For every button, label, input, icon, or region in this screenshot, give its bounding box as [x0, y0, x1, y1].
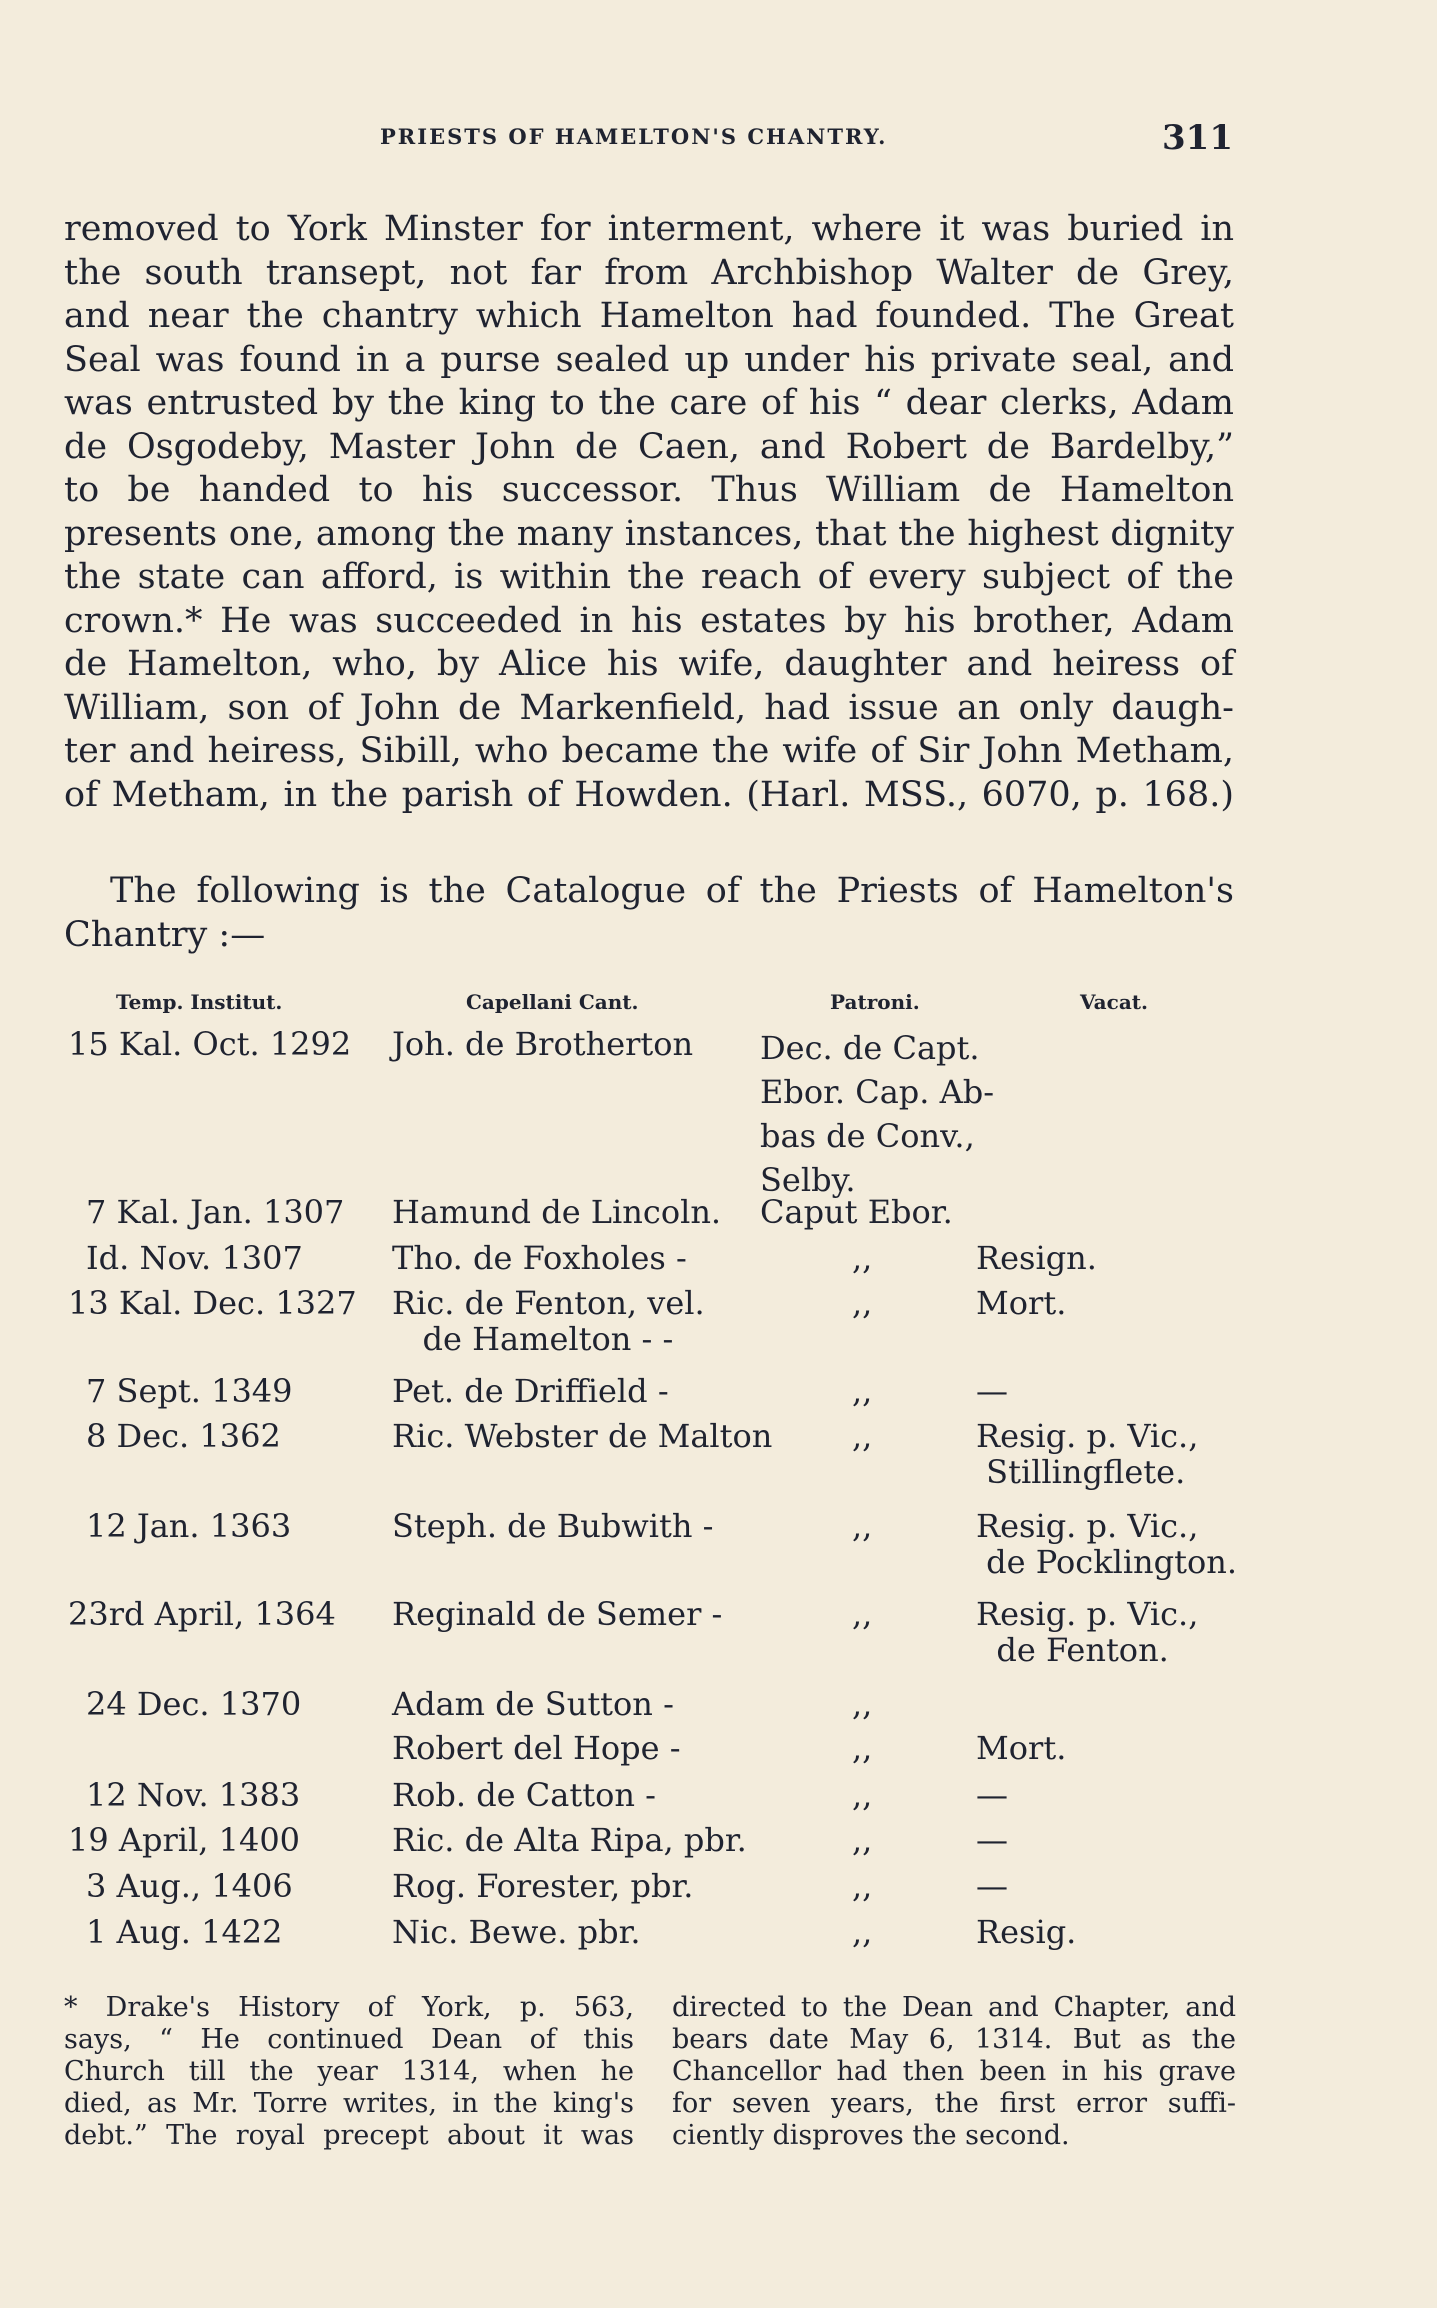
catalogue-date: 12 Nov. 1383: [86, 1776, 301, 1814]
catalogue-date: 24 Dec. 1370: [86, 1685, 302, 1723]
catalogue-patron: Dec. de Capt. Ebor. Cap. Ab- bas de Conv., Selby.: [760, 1029, 995, 1199]
catalogue-patron: ,,: [852, 1776, 873, 1814]
paragraph-catalogue-intro: [64, 870, 1234, 957]
text-line: of Metham, in the parish of Howden. (Harl. MSS., 6070, p. 168.): [64, 774, 1234, 815]
column-header-patron: Patroni.: [830, 990, 920, 1014]
catalogue-priest: Reginald de Semer -: [392, 1595, 723, 1633]
footnote-line: * Drake's History of York, p. 563,: [64, 1992, 634, 2023]
text-line: and near the chantry which Hamelton had founded. The Great: [64, 296, 1234, 336]
catalogue-patron: ,,: [852, 1507, 873, 1545]
catalogue-vacat: —: [976, 1821, 1008, 1859]
catalogue-priest: Robert del Hope -: [392, 1729, 681, 1767]
catalogue-date: 7 Kal. Jan. 1307: [86, 1193, 345, 1231]
footnote-line: ciently disproves the second.: [672, 2120, 1070, 2151]
catalogue-patron: ,,: [852, 1867, 873, 1905]
text-line: removed to York Minster for interment, where it was buried in: [64, 209, 1234, 249]
column-header-vacat: Vacat.: [1080, 990, 1148, 1014]
catalogue-date: Id. Nov. 1307: [86, 1239, 303, 1277]
catalogue-priest: Ric. de Alta Ripa, pbr.: [392, 1821, 747, 1859]
catalogue-patron: ,,: [852, 1239, 873, 1277]
footnote-line: bears date May 6, 1314. But as the: [672, 2024, 1236, 2055]
running-title: PRIESTS OF HAMELTON'S CHANTRY.: [380, 124, 888, 149]
catalogue-vacat: Resig. p. Vic., de Fenton.: [976, 1595, 1199, 1669]
catalogue-priest: Pet. de Driffield -: [392, 1372, 669, 1410]
text-line: Seal was found in a purse sealed up under his private seal, and: [64, 339, 1234, 380]
text-line: the south transept, not far from Archbishop Walter de Grey,: [64, 252, 1234, 293]
footnote-right-column: [672, 1992, 1236, 2152]
text-line: crown.* He was succeeded in his estates by his brother, Adam: [64, 600, 1234, 641]
footnote-line: for seven years, the first error suffi-: [672, 2088, 1236, 2119]
footnote-line: Church till the year 1314, when he: [64, 2056, 634, 2087]
footnote-line: debt.” The royal precept about it was: [64, 2120, 634, 2151]
catalogue-priest: Ric. Webster de Malton: [392, 1417, 773, 1455]
footnote-line: died, as Mr. Torre writes, in the king's: [64, 2088, 634, 2119]
catalogue-priest: Adam de Sutton -: [392, 1685, 674, 1723]
catalogue-date: 19 April, 1400: [68, 1821, 301, 1859]
footnote-left-column: [64, 1992, 634, 2152]
column-header-date: Temp. Institut.: [116, 990, 283, 1014]
text-line: de Hamelton, who, by Alice his wife, daughter and heiress of: [64, 644, 1234, 684]
catalogue-date: 3 Aug., 1406: [86, 1867, 293, 1905]
catalogue-priest: Rog. Forester, pbr.: [392, 1867, 694, 1905]
catalogue-vacat: Resig. p. Vic., Stillingflete.: [976, 1417, 1199, 1491]
catalogue-date: 23rd April, 1364: [68, 1595, 336, 1633]
catalogue-patron: Caput Ebor.: [760, 1193, 953, 1231]
catalogue-date: 7 Sept. 1349: [86, 1372, 293, 1410]
footnote-line: says, “ He continued Dean of this: [64, 2024, 634, 2055]
text-line: the state can afford, is within the reach of every subject of the: [64, 557, 1234, 597]
catalogue-patron: ,,: [852, 1595, 873, 1633]
text-line: to be handed to his successor. Thus William de Hamelton: [64, 470, 1234, 510]
catalogue-priest: Nic. Bewe. pbr.: [392, 1913, 641, 1951]
catalogue-vacat: Mort.: [976, 1729, 1067, 1767]
text-line: William, son of John de Markenfield, had issue an only daugh-: [64, 687, 1234, 728]
catalogue-date: 13 Kal. Dec. 1327: [68, 1284, 357, 1322]
catalogue-priest: Hamund de Lincoln.: [392, 1193, 722, 1231]
text-line: ter and heiress, Sibill, who became the wife of Sir John Metham,: [64, 731, 1234, 771]
catalogue-vacat: —: [976, 1372, 1008, 1410]
catalogue-date: 1 Aug. 1422: [86, 1913, 283, 1951]
catalogue-patron: ,,: [852, 1685, 873, 1723]
catalogue-vacat: Mort.: [976, 1284, 1067, 1322]
catalogue-vacat: —: [976, 1867, 1008, 1905]
catalogue-date: 12 Jan. 1363: [86, 1507, 292, 1545]
column-header-priest: Capellani Cant.: [466, 990, 639, 1014]
catalogue-patron: ,,: [852, 1284, 873, 1322]
catalogue-vacat: Resig.: [976, 1913, 1077, 1951]
footnote-line: directed to the Dean and Chapter, and: [672, 1992, 1236, 2023]
text-line: was entrusted by the king to the care of his “ dear clerks, Adam: [64, 383, 1234, 423]
catalogue-patron: ,,: [852, 1821, 873, 1859]
catalogue-patron: ,,: [852, 1417, 873, 1455]
text-line: Chantry :—: [64, 914, 266, 955]
catalogue-vacat: —: [976, 1776, 1008, 1814]
text-line: The following is the Catalogue of the Priests of Hamelton's: [110, 871, 1234, 911]
footnote-line: Chancellor had then been in his grave: [672, 2056, 1236, 2087]
catalogue-priest: Rob. de Catton -: [392, 1776, 656, 1814]
catalogue-vacat: Resign.: [976, 1239, 1097, 1277]
catalogue-patron: ,,: [852, 1729, 873, 1767]
catalogue-priest: Steph. de Bubwith -: [392, 1507, 714, 1545]
catalogue-priest: Ric. de Fenton, vel. de Hamelton - -: [392, 1284, 705, 1358]
page-number: 311: [1162, 118, 1233, 158]
text-line: de Osgodeby, Master John de Caen, and Robert de Bardelby,”: [64, 426, 1234, 467]
catalogue-date: 15 Kal. Oct. 1292: [68, 1025, 352, 1063]
catalogue-vacat: Resig. p. Vic., de Pocklington.: [976, 1507, 1238, 1581]
catalogue-priest: Tho. de Foxholes -: [392, 1239, 687, 1277]
catalogue-patron: ,,: [852, 1913, 873, 1951]
catalogue-date: 8 Dec. 1362: [86, 1417, 281, 1455]
catalogue-patron: ,,: [852, 1372, 873, 1410]
paragraph-main: [64, 208, 1234, 817]
text-line: presents one, among the many instances, that the highest dignity: [64, 513, 1234, 554]
catalogue-priest: Joh. de Brotherton: [392, 1025, 694, 1063]
